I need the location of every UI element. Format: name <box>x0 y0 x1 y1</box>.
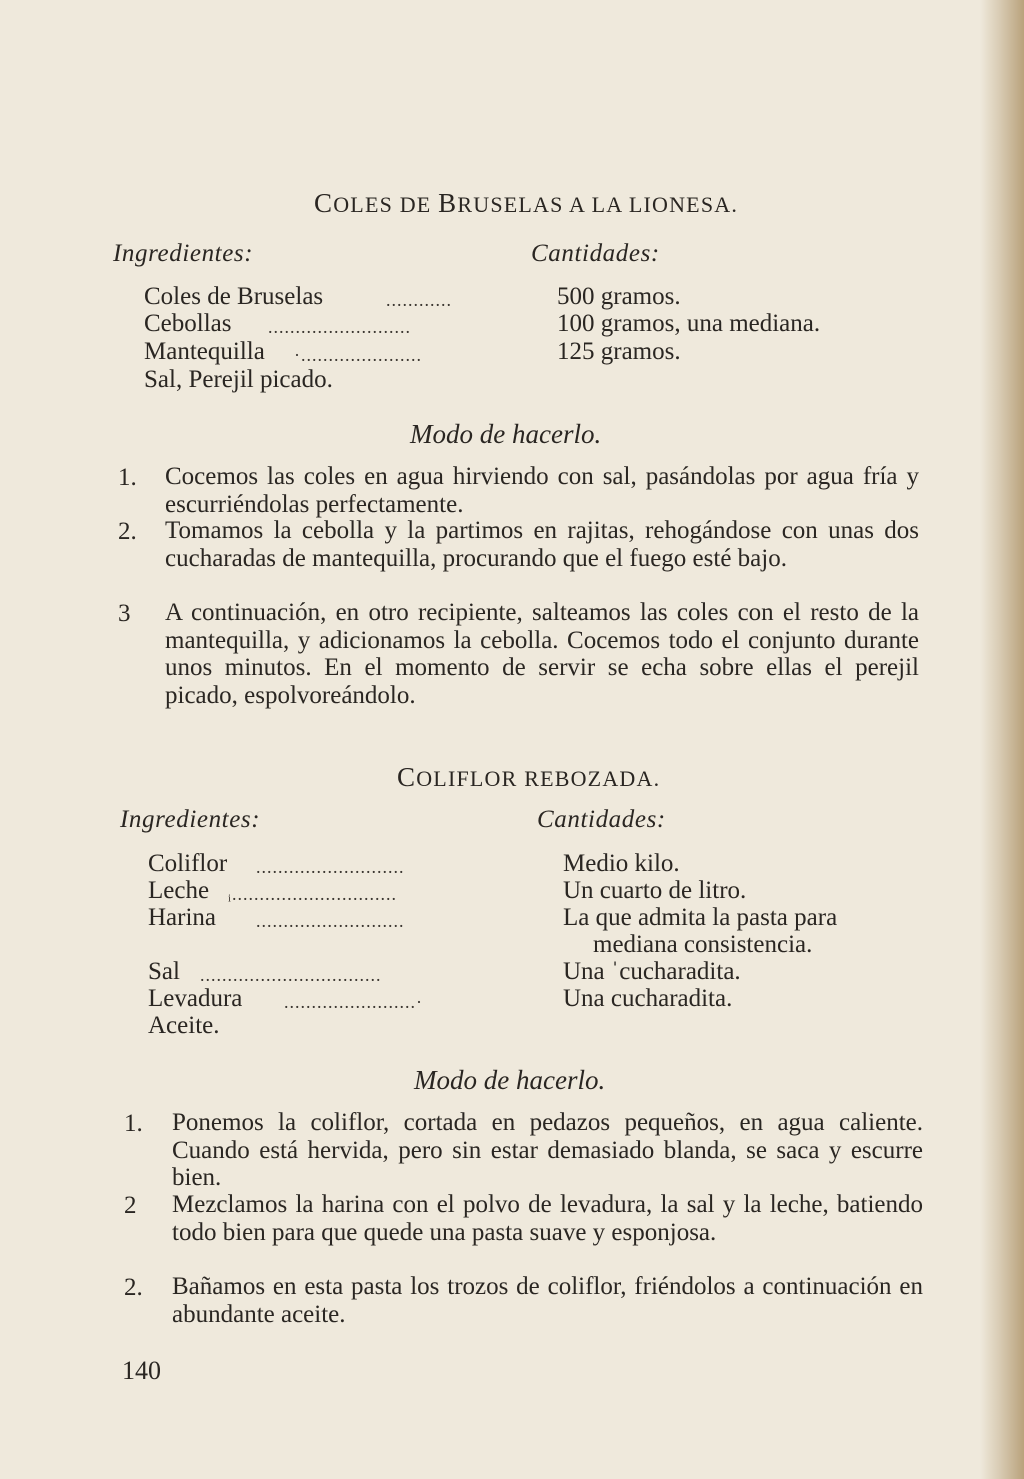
step-number: 2 <box>124 1192 137 1219</box>
leader-dots: ........................... <box>256 857 405 877</box>
ingredient-row <box>148 1012 506 1040</box>
ingredient-name: Levadura <box>148 985 243 1012</box>
quantity-value: La que admita la pasta para <box>563 904 838 931</box>
step-text: Ponemos la coliflor, cortada en pedazos pequeños, en agua caliente. Cuando está hervida, pero sin estar demasiado blanda, se saca y escurre bien. <box>172 1109 923 1191</box>
recipe-title-coles-de-bruselas: COLES DE BRUSELAS A LA LIONESA. <box>314 188 739 218</box>
step-text: Bañamos en esta pasta los trozos de coliflor, friéndolos a continuación en abundante aceite. <box>172 1273 923 1328</box>
ingredient-name: Cebollas <box>144 310 232 337</box>
ingredient-row <box>144 310 502 338</box>
quantity-value: 125 gramos. <box>557 338 681 365</box>
leader-dots: .......................... <box>268 317 411 337</box>
step-text: A continuación, en otro recipiente, salteamos las coles con el resto de la mantequilla, y adicionamos la cebolla. Cocemos todo el conjunto durante unos minutos. En el momento de servir se echa sobre ellas el perejil picado, espolvoreándolo. <box>165 599 919 709</box>
ingredient-row <box>148 877 506 905</box>
step-number: 3 <box>118 600 131 627</box>
ingredient-name: Coliflor <box>148 850 228 877</box>
quantity-value: mediana consistencia. <box>593 931 813 958</box>
ingredient-row <box>148 850 506 878</box>
method-header: Modo de hacerlo. <box>410 419 602 449</box>
quantity-value: 100 gramos, una mediana. <box>557 310 821 337</box>
quantity-value: Un cuarto de litro. <box>563 877 747 904</box>
ingredients-header: Ingredientes: <box>120 806 261 833</box>
leader-dots: ............ <box>386 290 452 310</box>
quantities-header: Cantidades: <box>531 240 660 267</box>
quantities-header: Cantidades: <box>537 806 666 833</box>
ingredient-row <box>148 904 506 932</box>
quantity-value: 500 gramos. <box>557 283 681 310</box>
step-number: 2. <box>118 518 137 545</box>
ingredient-name: Sal <box>148 958 180 985</box>
leader-dots: ........................· <box>284 992 423 1012</box>
ingredient-name: Aceite. <box>148 1012 220 1039</box>
leader-dots: ·...................... <box>294 345 422 365</box>
step-number: 1. <box>118 464 137 491</box>
ingredient-row <box>148 985 506 1013</box>
page-number: 140 <box>122 1356 161 1385</box>
ingredient-name: Leche <box>148 877 210 904</box>
ingredient-row <box>144 283 502 311</box>
ingredient-name: Coles de Bruselas <box>144 283 324 310</box>
ingredient-name: Sal, Perejil picado. <box>144 366 333 393</box>
ingredient-row <box>144 338 502 366</box>
leader-dots: ᵢ.............................. <box>228 884 397 904</box>
leader-dots: ................................. <box>200 965 382 985</box>
quantity-value: Una cucharadita. <box>563 985 733 1012</box>
ingredient-row <box>144 366 502 394</box>
step-number: 2. <box>124 1274 143 1301</box>
ingredient-name: Mantequilla <box>144 338 265 365</box>
ingredients-header: Ingredientes: <box>113 240 254 267</box>
ingredient-name: Harina <box>148 904 217 931</box>
quantity-value: Una ˈcucharadita. <box>563 958 741 985</box>
page-binding-shadow <box>980 0 1024 1479</box>
step-text: Cocemos las coles en agua hirviendo con sal, pasándolas por agua fría y escurriéndolas perfectamente. <box>165 463 919 518</box>
step-number: 1. <box>124 1110 143 1137</box>
ingredient-row <box>148 958 506 986</box>
leader-dots: ........................... <box>256 911 405 931</box>
step-text: Tomamos la cebolla y la partimos en rajitas, rehogándose con unas dos cucharadas de mantequilla, procurando que el fuego esté bajo. <box>165 517 919 572</box>
step-text: Mezclamos la harina con el polvo de levadura, la sal y la leche, batiendo todo bien para que quede una pasta suave y esponjosa. <box>172 1191 923 1246</box>
quantity-value: Medio kilo. <box>563 850 680 877</box>
recipe-title-coliflor-rebozada: COLIFLOR REBOZADA. <box>397 762 661 792</box>
method-header: Modo de hacerlo. <box>414 1065 606 1095</box>
